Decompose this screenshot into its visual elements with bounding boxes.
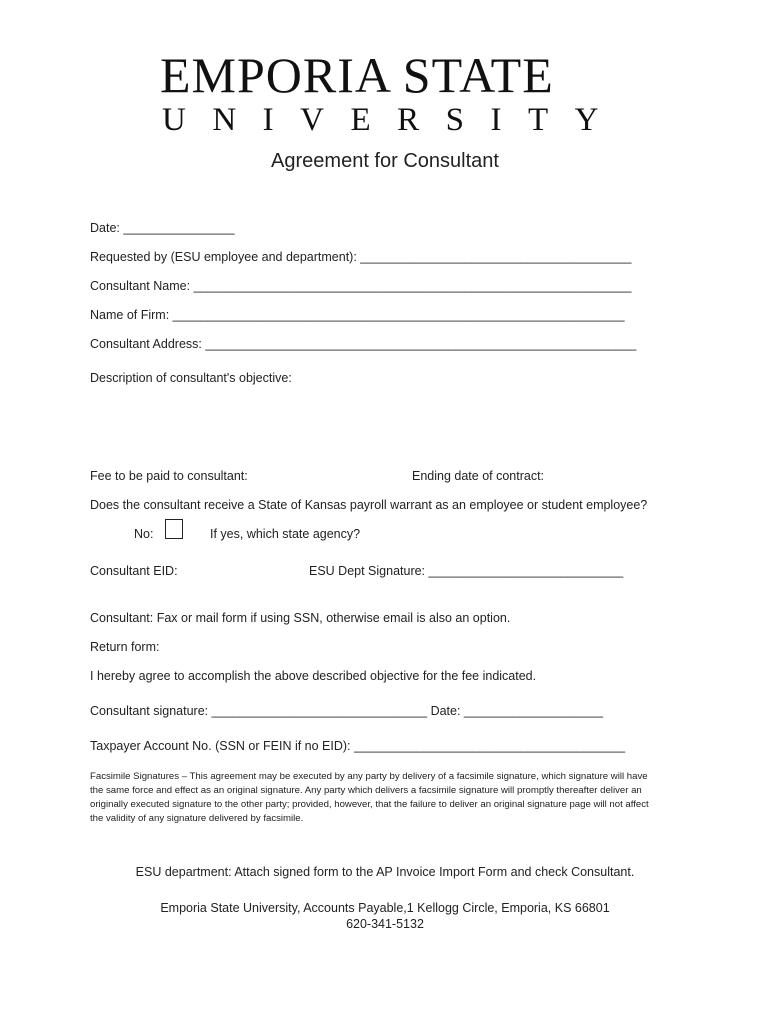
objective-description-label: Description of consultant's objective: [90,371,292,385]
requested-by-field[interactable]: Requested by (ESU employee and department): _______________________________________ [90,250,632,264]
payroll-question: Does the consultant receive a State of Kansas payroll warrant as an employee or student employee? [90,498,648,512]
return-form-label: Return form: [90,640,160,654]
consultant-address-field[interactable]: Consultant Address: ______________________________________________________________ [90,337,637,351]
taxpayer-account-field[interactable]: Taxpayer Account No. (SSN or FEIN if no EID): _______________________________________ [90,739,626,753]
state-agency-question: If yes, which state agency? [210,527,361,541]
date-field[interactable]: Date: ________________ [90,221,235,235]
no-label: No: [134,527,154,541]
university-logo-line1: EMPORIA STATE [160,47,554,103]
phone-number: 620-341-5132 [346,917,424,931]
mailing-address: Emporia State University, Accounts Payable,1 Kellogg Circle, Emporia, KS 66801 [160,901,610,915]
dept-signature-field[interactable]: ESU Dept Signature: ____________________________ [309,564,624,578]
facsimile-clause: Facsimile Signatures – This agreement may be executed by any party by delivery of a facsimile signature, which signature will have the same force and effect as an original signature. Any party which delivers a facsimile signature will promptly thereafter deliver an originally executed signature to the other party; provided, however, that the failure to deliver an original signature page will not affect the validity of any signature delivered by facsimile. [90,771,649,824]
consultant-signature-field[interactable]: Consultant signature: _______________________________ Date: ____________________ [90,704,603,718]
firm-name-field[interactable]: Name of Firm: _________________________________________________________________ [90,308,625,322]
university-logo-line2: UNIVERSITY [162,102,625,138]
consultant-name-field[interactable]: Consultant Name: _______________________________________________________________ [90,279,632,293]
agreement-statement: I hereby agree to accomplish the above described objective for the fee indicated. [90,669,537,683]
ending-date-label: Ending date of contract: [412,469,545,483]
consultant-eid-label: Consultant EID: [90,564,178,578]
document-title: Agreement for Consultant [271,150,499,172]
fax-mail-note: Consultant: Fax or mail form if using SSN, otherwise email is also an option. [90,611,511,625]
no-checkbox[interactable] [165,519,183,539]
fee-label: Fee to be paid to consultant: [90,469,248,483]
department-instruction: ESU department: Attach signed form to the AP Invoice Import Form and check Consultant. [135,865,635,879]
